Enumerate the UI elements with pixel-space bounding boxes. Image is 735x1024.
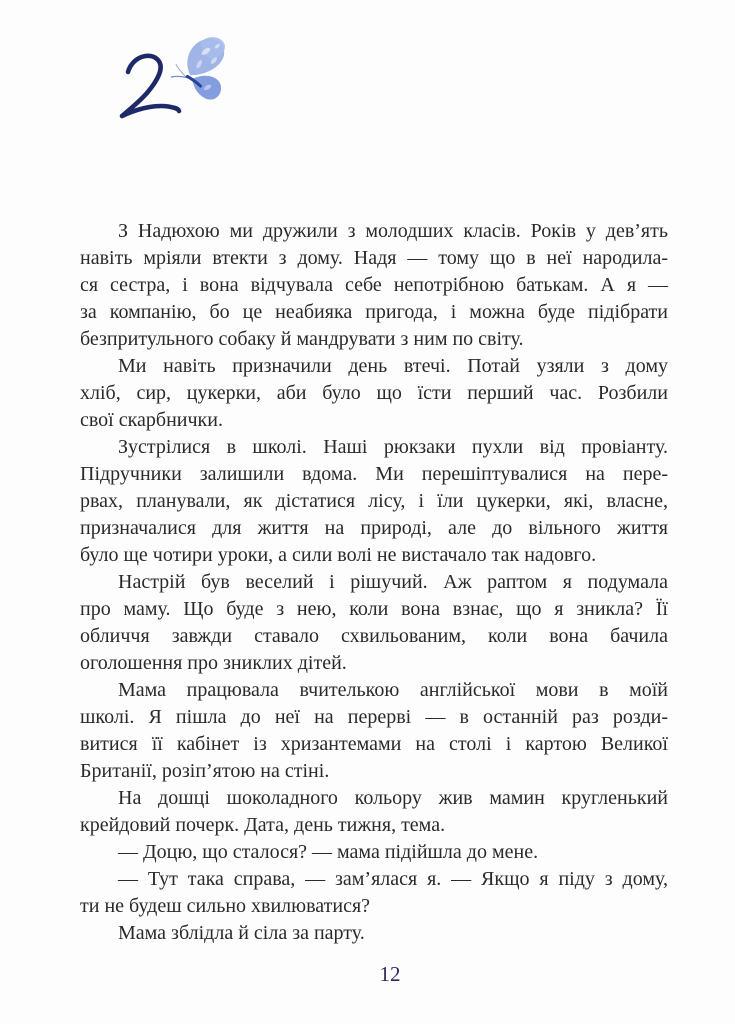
text-line: Ми навіть призначили день втечі. Потай узяли з дому [118, 355, 668, 377]
text-line: Підручники залишили вдома. Ми перешіптувалися на пере- [80, 463, 668, 485]
text-line: призначалися для життя на природі, але до вільного життя [80, 517, 668, 539]
text-line: ся сестра, і вона відчувала себе непотрібною батькам. А я — [80, 274, 668, 296]
text-line: обличчя завжди ставало схвильованим, коли вона бачила [80, 625, 668, 647]
paragraph [80, 353, 668, 434]
paragraph [80, 785, 668, 839]
text-line: за компанію, бо це неабияка пригода, і можна буде підібрати [80, 301, 668, 323]
paragraph [80, 569, 668, 677]
text-line: було ще чотири уроки, а сили волі не вистачало так надовго. [80, 544, 597, 566]
text-line: хліб, сир, цукерки, аби було що їсти перший час. Розбили [80, 382, 668, 404]
butterfly-icon [166, 33, 235, 111]
text-line: Мама працювала вчителькою англійської мови в моїй [118, 679, 668, 701]
text-line: навіть мріяли втекти з дому. Надя — тому що в неї народила- [80, 247, 668, 269]
text-line: безпритульного собаку й мандрувати з ним по світу. [80, 328, 524, 350]
chapter-mark [108, 36, 248, 126]
text-line: Британії, розіп’ятою на стіні. [80, 760, 330, 782]
paragraph [80, 866, 668, 920]
text-line: — Доцю, що сталося? — мама підійшла до мене. [118, 841, 539, 863]
text-line: рвах, планували, як дістатися лісу, і їли цукерки, які, власне, [80, 490, 668, 512]
text-line: На дошці шоколадного кольору жив мамин кругленький [118, 787, 668, 809]
text-line: З Надюхою ми дружили з молодших класів. Років у дев’ять [118, 220, 668, 242]
text-block [80, 218, 668, 947]
text-line: оголошення про зниклих дітей. [80, 652, 347, 674]
paragraph [80, 920, 668, 947]
text-line: Настрій був веселий і рішучий. Аж раптом я подумала [118, 571, 668, 593]
text-line: крейдовий почерк. Дата, день тижня, тема. [80, 814, 446, 836]
text-line: ти не будеш сильно хвилюватися? [80, 895, 371, 917]
paragraph [80, 839, 668, 866]
text-line: про маму. Що буде з нею, коли вона взнає, що я зникла? Її [80, 598, 668, 620]
text-line: Зустрілися в школі. Наші рюкзаки пухли від провіанту. [118, 436, 668, 458]
text-line: — Тут така справа, — зам’ялася я. — Якщо я піду з дому, [118, 868, 668, 890]
text-line: Мама зблідла й сіла за парту. [118, 922, 365, 944]
text-line: свої скарбнички. [80, 409, 223, 431]
text-line: витися її кабінет із хризантемами на столі і картою Великої [80, 733, 668, 755]
paragraph [80, 677, 668, 785]
page-number: 12 [379, 962, 401, 986]
paragraph [80, 218, 668, 353]
paragraph [80, 434, 668, 569]
text-line: школі. Я пішла до неї на перерві — в останній раз розди- [80, 706, 668, 728]
